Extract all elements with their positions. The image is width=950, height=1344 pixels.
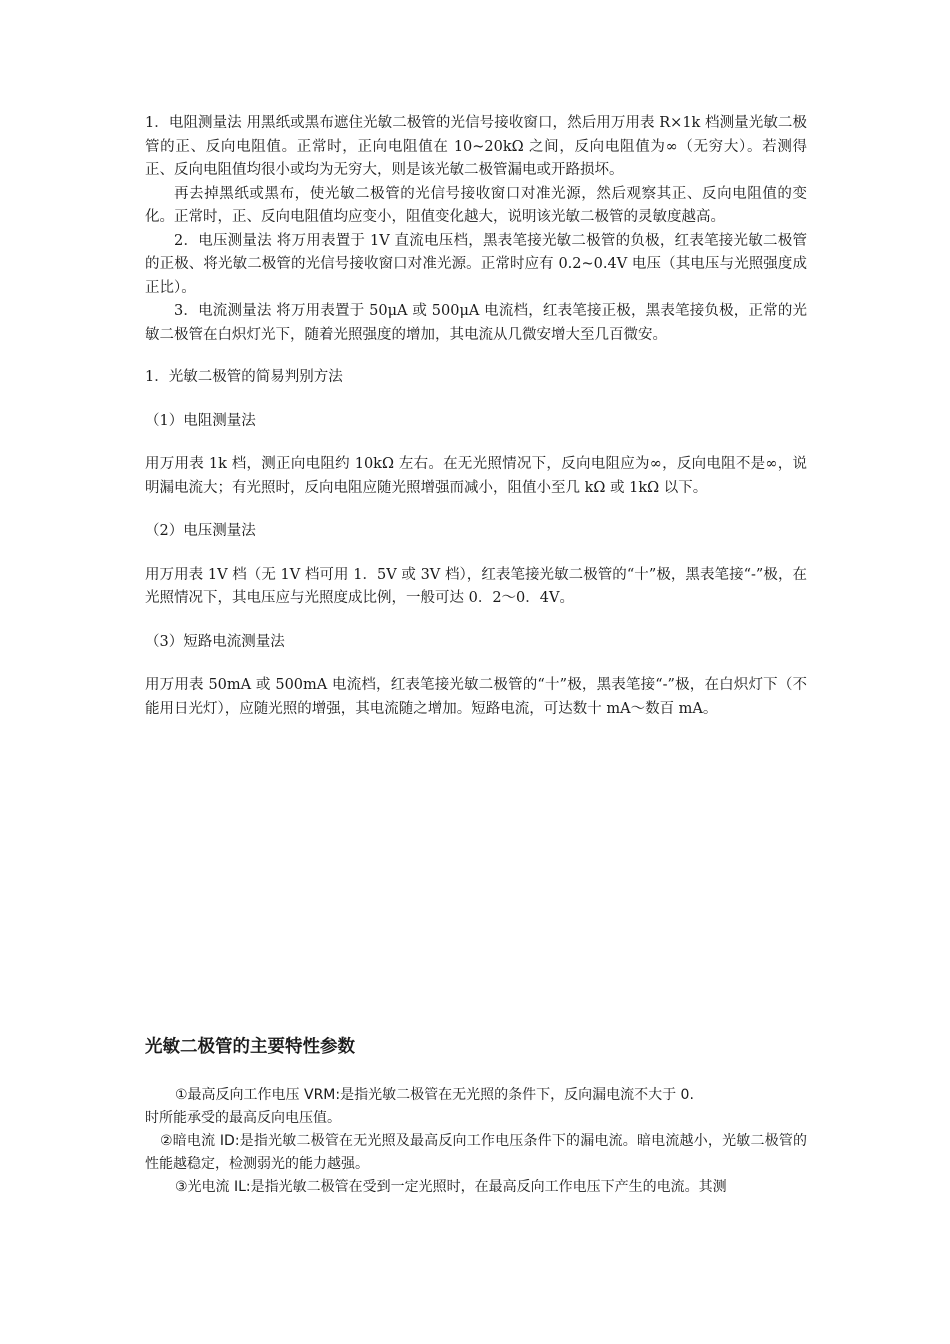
param-dark-current: ②暗电流 ID:是指光敏二极管在无光照及最高反向工作电压条件下的漏电流。暗电流越小，光敏二极管的性能越稳定，检测弱光的能力越强。 (145, 1133, 807, 1172)
subsection-resistance-text: 用万用表 1k 档，测正向电阻约 10kΩ 左右。在无光照情况下，反向电阻应为∞，反向电阻不是∞，说明漏电流大；有光照时，反向电阻应随光照增强而减小，阻值小至几 kΩ 或 1kΩ 以下。 (145, 456, 807, 496)
voltage-method-paragraph: 2．电压测量法 将万用表置于 1V 直流电压档，黑表笔接光敏二极管的负极，红表笔接光敏二极管的正极、将光敏二极管的光信号接收窗口对准光源。正常时应有 0.2~0.4V 电压（其电压与光照强度成正比）。 (145, 232, 807, 296)
subsection-current-title: （3）短路电流测量法 (145, 633, 285, 650)
current-method-paragraph: 3．电流测量法 将万用表置于 50μA 或 500μA 电流档，红表笔接正极，黑表笔接负极，正常的光敏二极管在白炽灯光下，随着光照强度的增加，其电流从几微安增大至几百微安。 (145, 303, 807, 343)
parameters-list (145, 1084, 807, 1199)
subsection-voltage-title: （2）电压测量法 (145, 523, 256, 539)
parameters-heading: 光敏二极管的主要特性参数 (145, 1037, 355, 1057)
param-vrm-continued: 时所能承受的最高反向电压值。 (145, 1110, 341, 1126)
resistance-method-paragraph: 1．电阻测量法 用黑纸或黑布遮住光敏二极管的光信号接收窗口，然后用万用表 R×1k 档测量光敏二极管的正、反向电阻值。正常时，正向电阻值在 10~20kΩ 之间，反向电阻值为∞（无穷大）。若测得正、反向电阻值均很小或均为无穷大，则是该光敏二极管漏电或开路损坏。 (145, 115, 807, 178)
subsection-resistance-title: （1）电阻测量法 (145, 412, 256, 429)
subsection-voltage-text: 用万用表 1V 档（无 1V 档可用 1．5V 或 3V 档），红表笔接光敏二极管的“十”极，黑表笔接“-”极，在光照情况下，其电压应与光照度成比例，一般可达 0．2～0．4V。 (145, 566, 807, 606)
param-vrm: ①最高反向工作电压 VRM:是指光敏二极管在无光照的条件下，反向漏电流不大于 0. (175, 1087, 694, 1103)
subsection-current-text: 用万用表 50mA 或 500mA 电流档，红表笔接光敏二极管的“十”极，黑表笔接“-”极，在白炽灯下（不能用日光灯），应随光照的增强，其电流随之增加。短路电流，可达数十 mA～数百 mA。 (145, 677, 807, 717)
resistance-light-paragraph: 再去掉黑纸或黑布，使光敏二极管的光信号接收窗口对准光源，然后观察其正、反向电阻值的变化。正常时，正、反向电阻值均应变小，阻值变化越大，说明该光敏二极管的灵敏度越高。 (145, 185, 807, 225)
param-photo-current: ③光电流 IL:是指光敏二极管在受到一定光照时，在最高反向工作电压下产生的电流。其测 (175, 1179, 727, 1195)
simple-judgement-title: 1．光敏二极管的简易判别方法 (145, 369, 343, 385)
document-body (145, 112, 807, 721)
